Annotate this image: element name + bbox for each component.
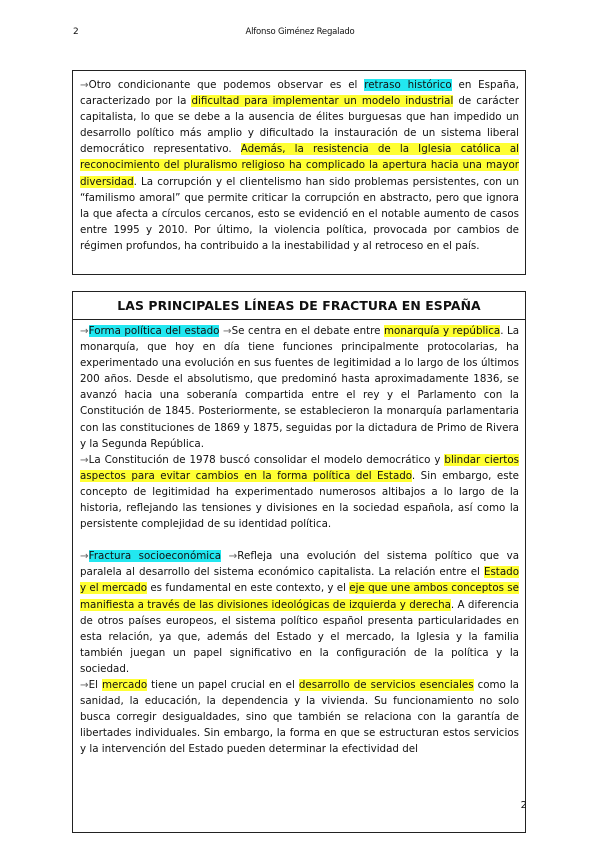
highlight-cyan: retraso histórico bbox=[364, 79, 452, 91]
highlight-cyan: Forma política del estado bbox=[88, 325, 220, 337]
section-title: LAS PRINCIPALES LÍNEAS DE FRACTURA EN ESPAÑA bbox=[73, 292, 525, 320]
paragraph-political-form bbox=[80, 323, 519, 452]
text: . Sin embargo, este concepto de legitimidad ha experimentado numerosos altibajos a lo largo de la historia, reflejando las tensiones y divisiones en la sociedad española, así como la persistente complejidad de su identidad política. bbox=[80, 469, 519, 531]
header-author: Alfonso Giménez Regalado bbox=[245, 27, 355, 37]
footer-page-number: 2 bbox=[520, 800, 527, 811]
text: El bbox=[88, 678, 102, 691]
arrow-icon: → bbox=[80, 550, 89, 563]
highlight-cyan: Fractura socioeconómica bbox=[88, 550, 222, 563]
highlight-yellow: dificultad para implementar un modelo industrial bbox=[191, 95, 454, 108]
paragraph-constitution bbox=[80, 452, 519, 532]
text: en España, caracterizado por la bbox=[80, 79, 519, 108]
highlight-yellow: eje que une ambos conceptos se manifiesta a través de las divisiones ideológicas de izquierda y derecha bbox=[80, 582, 519, 611]
text: como la sanidad, la educación, la dependencia y la vivienda. Su funcionamiento no solo busca corregir desigualdades, sino que también se relaciona con la garantía de libertades individuales. Sin embargo, la forma en que se estructuran estos servicios y la intervención del Estado pueden determinar la efectividad del bbox=[80, 678, 519, 756]
arrow-icon: → bbox=[80, 678, 89, 691]
paragraph-socioeconomic bbox=[80, 548, 519, 677]
text: . A diferencia de otros países europeos, el sistema político español presenta particularidades en esta relación, ya que, además del Estado y el mercado, la Iglesia y la familia también juegan un papel significativo en la configuración de la política y la sociedad. bbox=[80, 598, 519, 675]
highlight-yellow: mercado bbox=[101, 678, 148, 691]
highlight-yellow: Estado y el mercado bbox=[80, 566, 519, 595]
text: Otro condicionante que podemos observar es el bbox=[88, 79, 365, 91]
highlight-yellow: monarquía y república bbox=[384, 325, 501, 337]
arrow-icon: → bbox=[80, 79, 89, 91]
text: Refleja una evolución del sistema político que va paralela al desarrollo del sistema económico capitalista. La relación entre el bbox=[80, 550, 520, 579]
arrow-icon: → bbox=[80, 453, 89, 466]
arrow-icon: → bbox=[80, 325, 89, 337]
paragraph-market bbox=[80, 677, 519, 757]
text: . La monarquía, que hoy en día tiene funciones principalmente protocolarias, ha experimentado una evolución en sus fuentes de legitimidad a lo largo de los últimos 200 años. Desde el absolutismo, que predominó hasta aproximadamente 1836, se avanzó hacia una soberanía compartida entre el rey y el Parlamento con la Constitución de 1845. Posteriormente, se establecieron la monarquía parlamentaria con las constituciones de 1869 y 1875, seguidas por la dictadura de Primo de Rivera y la Segunda República. bbox=[80, 325, 520, 450]
text: de carácter capitalista, lo que se debe a la ausencia de élites burguesas que han impedido un desarrollo político más amplio y dificultado la instauración de un sistema liberal democrático representativo. bbox=[80, 95, 519, 156]
highlight-yellow: blindar ciertos aspectos para evitar cambios en la forma política del Estado bbox=[80, 453, 519, 482]
text: tiene un papel crucial en el bbox=[147, 678, 299, 691]
fracture-lines-box bbox=[72, 291, 526, 833]
arrow-icon: → bbox=[222, 325, 232, 337]
text: Se centra en el debate entre bbox=[231, 325, 384, 337]
text: es fundamental en este contexto, y el bbox=[147, 582, 350, 595]
intro-box bbox=[72, 70, 526, 275]
header-page-number: 2 bbox=[73, 27, 79, 37]
text: La Constitución de 1978 buscó consolidar el modelo democrático y bbox=[88, 453, 445, 466]
text: . La corrupción y el clientelismo han sido problemas persistentes, con un “familismo amoral” que permite criticar la corrupción en abstracto, pero que ignora la que afecta a círculos cercanos, esto se evidenció en el notable aumento de casos entre 1995 y 2010. Por último, la violencia política, provocada por cambios de régimen profundos, ha contribuido a la inestabilidad y al retroceso en el país. bbox=[80, 175, 519, 252]
highlight-yellow: desarrollo de servicios esenciales bbox=[298, 678, 474, 691]
arrow-icon: → bbox=[228, 550, 238, 563]
highlight-yellow: Además, la resistencia de la Iglesia católica al reconocimiento del pluralismo religioso ha complicado la apertura hacia una mayor diversidad bbox=[80, 143, 519, 188]
section-body bbox=[73, 320, 525, 757]
